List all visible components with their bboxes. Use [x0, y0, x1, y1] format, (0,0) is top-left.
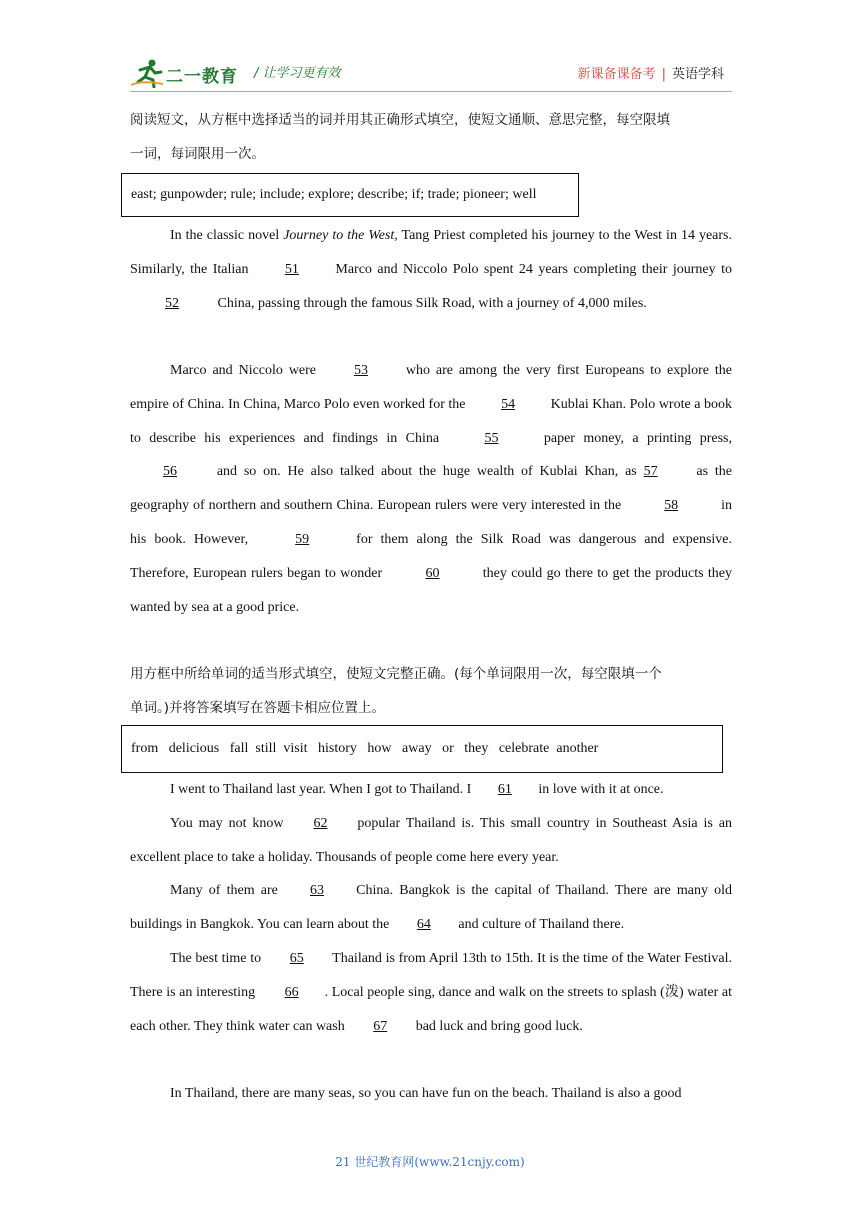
header-divider	[130, 91, 732, 92]
page-header	[130, 56, 732, 92]
section2-paragraph2	[130, 807, 732, 875]
section1-paragraph2	[130, 354, 732, 624]
slogan: / 让学习更有效	[254, 66, 341, 81]
blank-54[interactable]: 54	[501, 396, 516, 412]
blank-53[interactable]: 53	[353, 363, 368, 378]
text-run: Many of them are	[170, 883, 284, 898]
text-run: Thailand is from April 13th to 15th. It is the time of the Water Festival. There is an interesting	[130, 951, 732, 1000]
text-run: In the classic novel	[170, 228, 284, 243]
text-run: Kublai Khan. Polo wrote a book to describe his experiences and findings in China	[130, 396, 732, 446]
blank-51[interactable]: 51	[284, 261, 299, 277]
text-run: I went to Thailand last year. When I got to Thailand. I	[170, 782, 475, 797]
section2-paragraph5: In Thailand, there are many seas, so you can have fun on the beach. Thailand is also a good	[170, 1086, 682, 1101]
section2-word-box: from delicious fall still visit history how away or they celebrate another	[121, 725, 723, 773]
text-run: for them along the Silk Road was dangerous and expensive. Therefore, European rulers began to wonder	[130, 531, 732, 581]
section2-paragraph4	[130, 942, 732, 1043]
header-separator: |	[661, 67, 666, 82]
text-run: . Local people sing, dance and walk on the streets to splash (泼) water at each other. They think water can wash	[130, 984, 732, 1034]
section1-instruction	[130, 104, 732, 172]
text-run: paper money, a printing press,	[535, 430, 732, 446]
text-run: in love with it at once.	[534, 782, 664, 797]
text-run: bad luck and bring good luck.	[412, 1018, 583, 1034]
section1-word-box: east; gunpowder; rule; include; explore; describe; if; trade; pioneer; well	[121, 173, 579, 217]
logo	[130, 56, 265, 90]
blank-63[interactable]: 63	[310, 883, 324, 898]
section1-paragraph1	[130, 219, 732, 320]
text-run: and culture of Thailand there.	[454, 916, 625, 932]
header-course-label: 新课备课备考	[577, 67, 656, 82]
blank-61[interactable]: 61	[497, 782, 512, 797]
blank-55[interactable]: 55	[484, 430, 499, 446]
text-run: who are among the very first Europeans to explore the empire of China. In China, Marco Polo even worked for the	[130, 363, 732, 412]
blank-66[interactable]: 66	[284, 984, 299, 1000]
section2-instruction-line1: 用方框中所给单词的适当形式填空，使短文完整正确。(每个单词限用一次，每空限填一个	[130, 666, 662, 682]
text-run: Marco and Niccolo were	[170, 363, 322, 378]
blank-57[interactable]: 57	[643, 464, 658, 480]
section2-instruction-line2: 单词。)并将答案填写在答题卡相应位置上。	[130, 699, 386, 716]
text-run: You may not know	[170, 816, 290, 831]
logo-text: 二一教育	[166, 67, 238, 87]
section1-instruction-line2: 一词，每词限用一次。	[130, 145, 265, 162]
novel-title: Journey to the West	[283, 228, 395, 243]
blank-65[interactable]: 65	[289, 951, 304, 966]
blank-60[interactable]: 60	[425, 565, 440, 581]
blank-56[interactable]: 56	[163, 464, 177, 480]
text-run: in his book. However,	[130, 498, 732, 547]
text-run: and so on. He also talked about the huge wealth of Kublai Khan, as	[210, 464, 644, 480]
blank-52[interactable]: 52	[165, 295, 179, 311]
section2-instruction	[130, 658, 732, 726]
header-right	[578, 63, 724, 82]
page-footer: 21 世纪教育网(www.21cnjy.com)	[335, 1155, 525, 1169]
text-run: , Tang Priest completed his journey to the West in 14 years. Similarly, the Italian	[130, 228, 733, 277]
text-run: popular Thailand is. This small country in Southeast Asia is an excellent place to take a holiday. Thousands of people come here every year.	[130, 816, 732, 865]
text-run: as the geography of northern and southern China. European rulers were very interested in the	[130, 464, 732, 514]
text-run: they could go there to get the products they wanted by sea at a good price.	[130, 565, 732, 615]
text-run: China. Bangkok is the capital of Thailand. There are many old buildings in Bangkok. You can learn about the	[130, 883, 732, 932]
blank-64[interactable]: 64	[416, 916, 431, 932]
blank-62[interactable]: 62	[313, 816, 328, 831]
text-run: Marco and Niccolo Polo spent 24 years completing their journey to	[329, 261, 732, 277]
section1-instruction-line1: 阅读短文，从方框中选择适当的词并用其正确形式填空，使短文通顺、意思完整，每空限填	[130, 112, 670, 128]
text-run: China, passing through the famous Silk Road, with a journey of 4,000 miles.	[214, 295, 647, 311]
blank-59[interactable]: 59	[295, 531, 310, 547]
text-run: The best time to	[170, 951, 265, 966]
header-subject-label: 英语学科	[671, 67, 724, 82]
runner-logo-icon	[130, 58, 164, 88]
section2-paragraph3	[130, 874, 732, 942]
blank-67[interactable]: 67	[373, 1018, 388, 1034]
blank-58[interactable]: 58	[664, 498, 679, 514]
section2-paragraph1	[130, 773, 732, 807]
